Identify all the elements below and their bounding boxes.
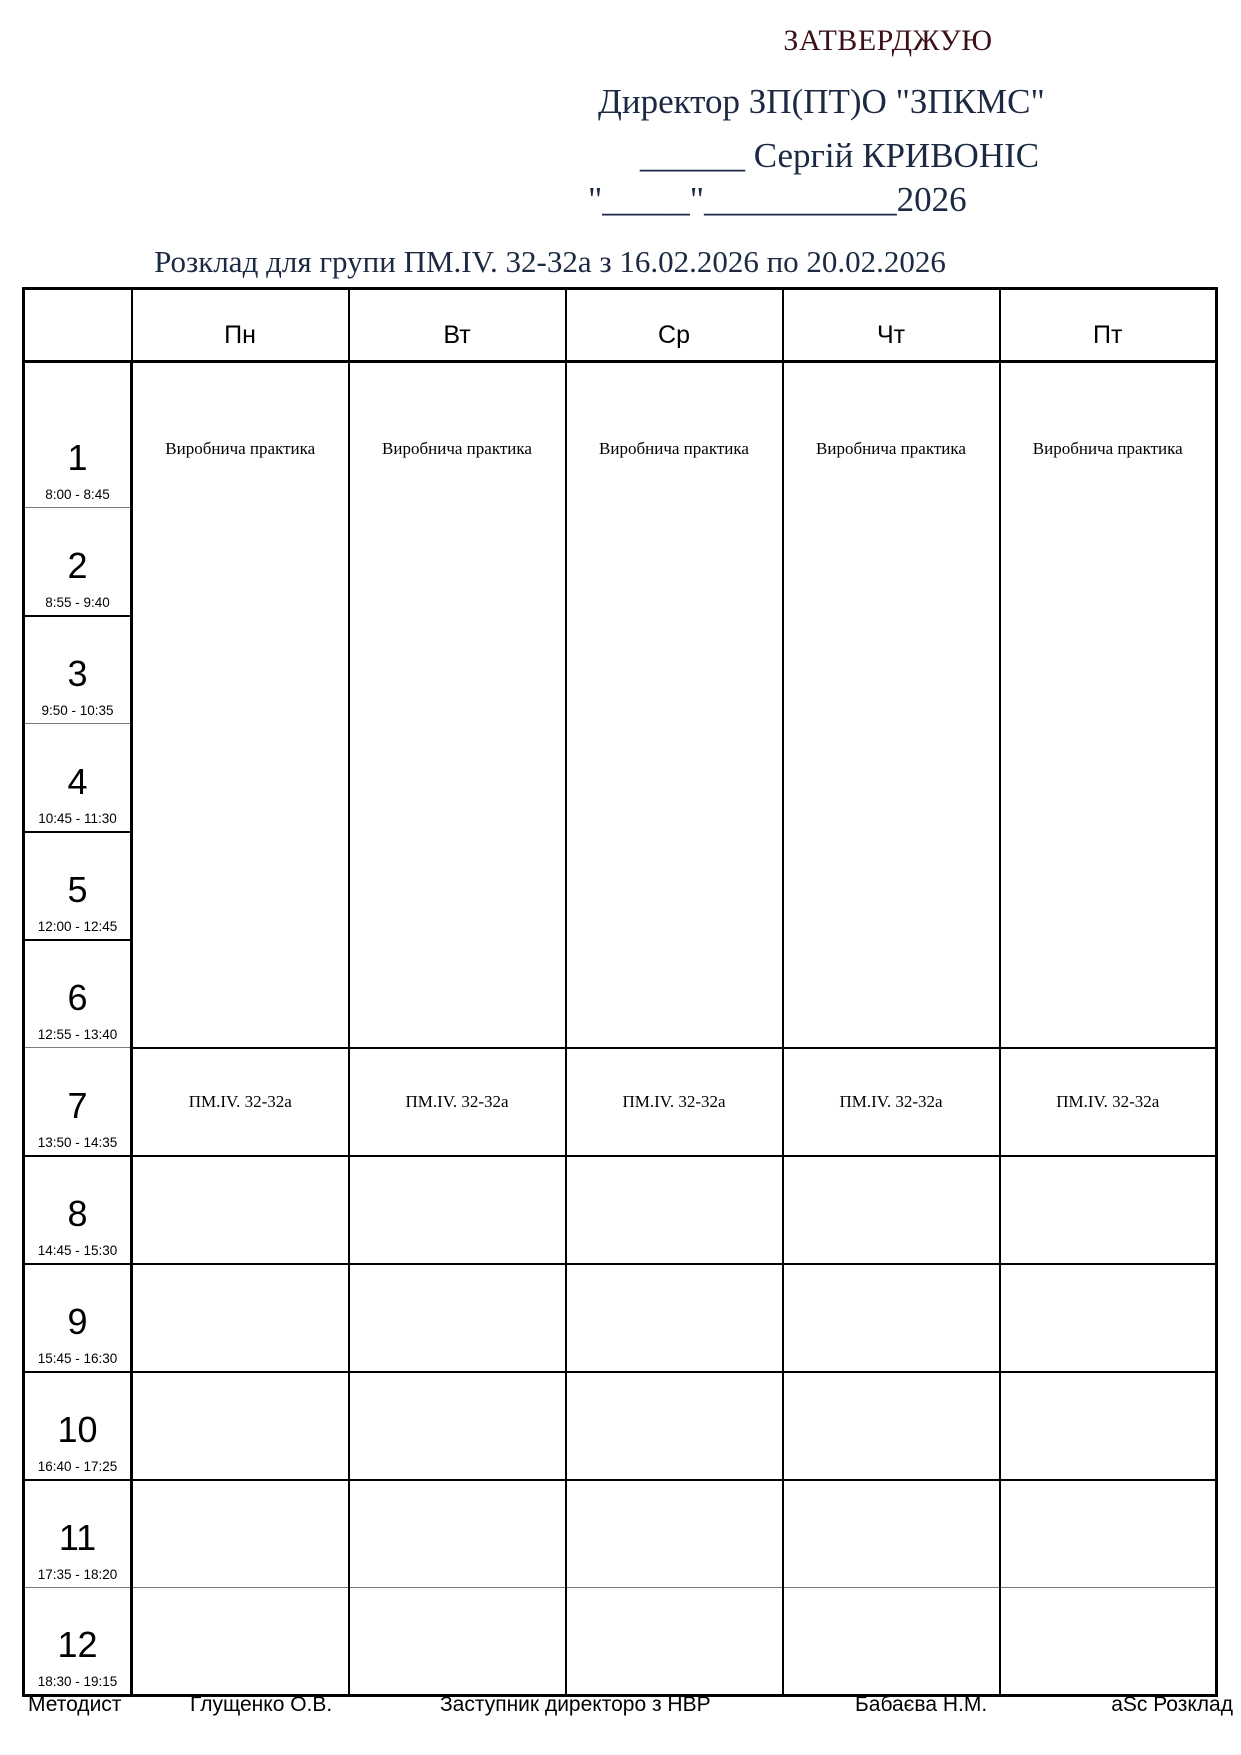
empty-cell: [566, 1264, 783, 1372]
empty-cell: [566, 1480, 783, 1588]
period-number: 3: [67, 653, 88, 695]
period-number: 2: [67, 544, 88, 586]
period-number: 11: [58, 1517, 97, 1559]
footer-deputy-label: Заступник директоро з НВР: [440, 1693, 711, 1716]
lesson-cell-practice-tue: Виробнича практика: [349, 362, 566, 1048]
empty-cell: [783, 1264, 1000, 1372]
period-number: 8: [67, 1192, 88, 1234]
period-row-1: [24, 362, 1217, 508]
period-number: 9: [67, 1300, 88, 1342]
period-cell-4: [24, 724, 132, 832]
empty-cell: [349, 1588, 566, 1696]
lesson-cell-practice-wed: Виробнича практика: [566, 362, 783, 1048]
date-line: "_____"___________2026: [588, 180, 967, 219]
corner-cell: [24, 289, 132, 362]
empty-cell: [566, 1372, 783, 1480]
empty-cell: [1000, 1372, 1217, 1480]
empty-cell: [349, 1264, 566, 1372]
director-line: Директор ЗП(ПТ)О "ЗПКМС": [598, 82, 1045, 121]
period-cell-10: [24, 1372, 132, 1480]
period-time: 18:30 - 19:15: [37, 1674, 118, 1689]
empty-cell: [566, 1588, 783, 1696]
lesson-cell-practice-fri: Виробнича практика: [1000, 362, 1217, 1048]
empty-cell: [783, 1372, 1000, 1480]
period-time: 15:45 - 16:30: [37, 1350, 118, 1366]
empty-cell: [783, 1156, 1000, 1264]
period-time: 17:35 - 18:20: [37, 1567, 118, 1582]
header-row: [24, 289, 1217, 362]
empty-cell: [349, 1372, 566, 1480]
empty-cell: [132, 1588, 349, 1696]
period-row-10: [24, 1372, 1217, 1480]
period-number: 10: [57, 1408, 98, 1450]
period-number: 1: [67, 437, 88, 479]
period-number: 4: [67, 760, 88, 802]
period-cell-6: [24, 940, 132, 1048]
footer: [0, 1693, 1241, 1721]
empty-cell: [1000, 1156, 1217, 1264]
empty-cell: [132, 1156, 349, 1264]
day-header-mon: Пн: [132, 289, 349, 362]
period-time: 8:55 - 9:40: [45, 594, 110, 610]
period-row-8: [24, 1156, 1217, 1264]
empty-cell: [349, 1156, 566, 1264]
empty-cell: [783, 1588, 1000, 1696]
lesson-cell-group-thu: ПМ.IV. 32-32а: [783, 1048, 1000, 1156]
period-row-7: [24, 1048, 1217, 1156]
day-header-thu: Чт: [783, 289, 1000, 362]
timetable: [22, 287, 1218, 1697]
lesson-cell-practice-mon: Виробнича практика: [132, 362, 349, 1048]
lesson-cell-group-tue: ПМ.IV. 32-32а: [349, 1048, 566, 1156]
day-header-wed: Ср: [566, 289, 783, 362]
period-cell-5: [24, 832, 132, 940]
lesson-cell-practice-thu: Виробнича практика: [783, 362, 1000, 1048]
footer-deputy-name: Бабаєва Н.М.: [855, 1693, 988, 1716]
period-number: 5: [67, 868, 88, 910]
period-time: 9:50 - 10:35: [41, 703, 114, 718]
period-time: 13:50 - 14:35: [37, 1134, 118, 1150]
period-time: 8:00 - 8:45: [45, 487, 110, 502]
period-cell-11: [24, 1480, 132, 1588]
lesson-cell-group-mon: ПМ.IV. 32-32а: [132, 1048, 349, 1156]
page-title: Розклад для групи ПМ.IV. 32-32а з 16.02.2026 по 20.02.2026: [154, 244, 946, 279]
period-cell-1: [24, 362, 132, 508]
period-cell-3: [24, 616, 132, 724]
period-cell-12: [24, 1588, 132, 1696]
empty-cell: [132, 1264, 349, 1372]
period-row-9: [24, 1264, 1217, 1372]
lesson-cell-group-wed: ПМ.IV. 32-32а: [566, 1048, 783, 1156]
empty-cell: [566, 1156, 783, 1264]
period-time: 10:45 - 11:30: [38, 810, 117, 826]
period-number: 12: [57, 1624, 98, 1666]
footer-asc-brand: aSc Розклад: [1111, 1693, 1233, 1716]
period-row-11: [24, 1480, 1217, 1588]
period-time: 12:00 - 12:45: [37, 918, 118, 934]
empty-cell: [783, 1480, 1000, 1588]
period-cell-8: [24, 1156, 132, 1264]
period-cell-2: [24, 508, 132, 616]
period-time: 12:55 - 13:40: [37, 1027, 118, 1042]
period-number: 7: [67, 1084, 88, 1126]
footer-methodist-name: Глущенко О.В.: [190, 1693, 333, 1716]
approval-stamp: ЗАТВЕРДЖУЮ: [783, 24, 993, 57]
footer-methodist-label: Методист: [28, 1693, 122, 1716]
period-cell-7: [24, 1048, 132, 1156]
empty-cell: [132, 1372, 349, 1480]
empty-cell: [1000, 1588, 1217, 1696]
empty-cell: [1000, 1480, 1217, 1588]
empty-cell: [1000, 1264, 1217, 1372]
lesson-cell-group-fri: ПМ.IV. 32-32а: [1000, 1048, 1217, 1156]
period-row-12: [24, 1588, 1217, 1696]
empty-cell: [132, 1480, 349, 1588]
period-number: 6: [67, 977, 88, 1019]
day-header-fri: Пт: [1000, 289, 1217, 362]
empty-cell: [349, 1480, 566, 1588]
period-time: 16:40 - 17:25: [37, 1458, 118, 1474]
period-cell-9: [24, 1264, 132, 1372]
period-time: 14:45 - 15:30: [37, 1242, 118, 1258]
day-header-tue: Вт: [349, 289, 566, 362]
signature-line: ______ Сергій КРИВОНІС: [640, 136, 1040, 175]
